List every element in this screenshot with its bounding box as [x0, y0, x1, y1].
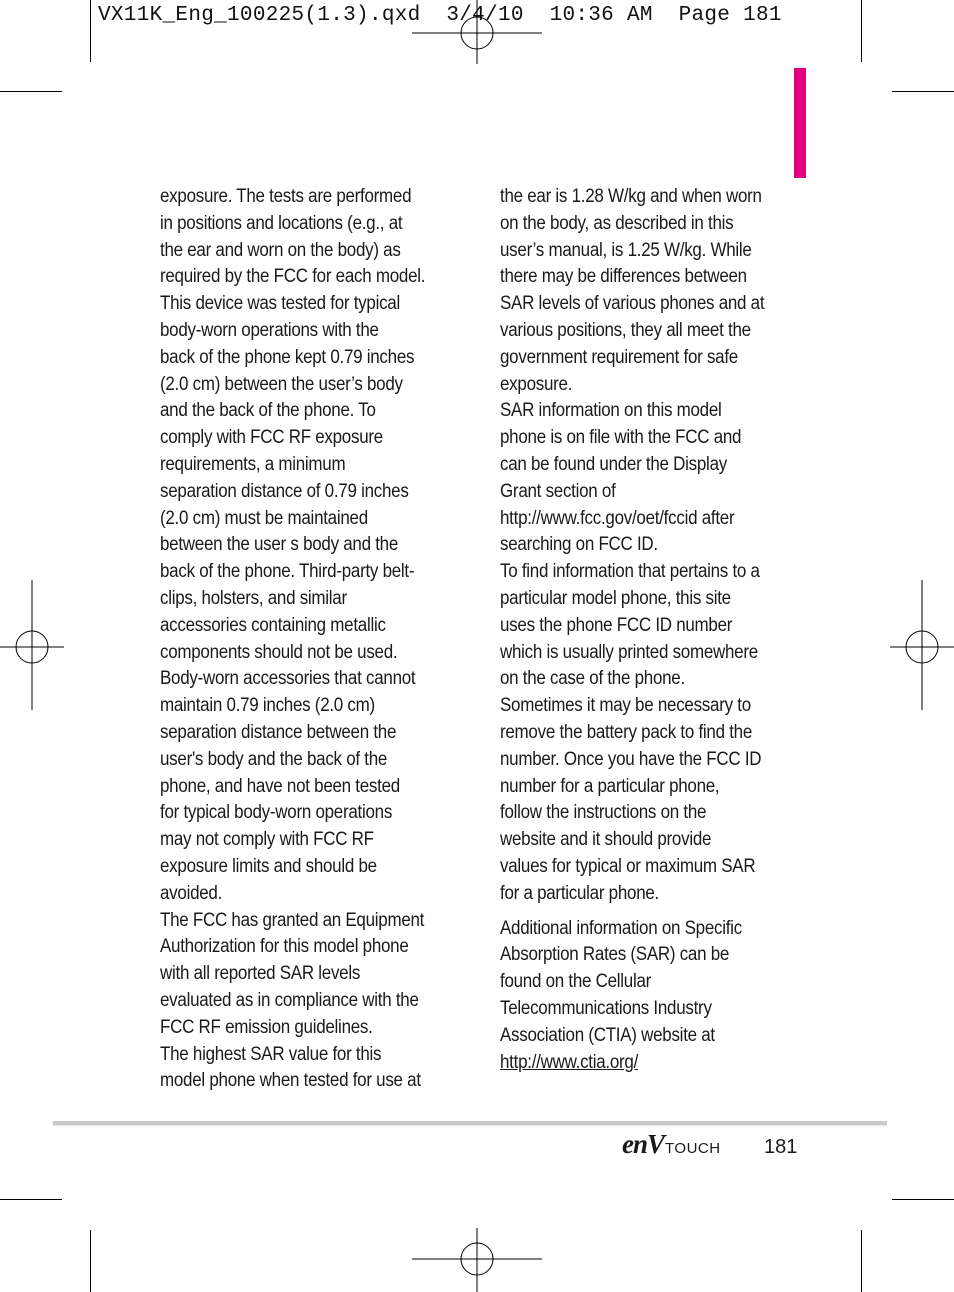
- body-text-line: can be found under the Display: [500, 453, 727, 475]
- body-text-line: and the back of the phone. To: [160, 400, 376, 422]
- body-text-line: between the user s body and the: [160, 534, 399, 556]
- body-text-line: (2.0 cm) between the user’s body: [160, 373, 403, 395]
- body-text-line: accessories containing metallic: [160, 614, 386, 636]
- body-text-line: avoided.: [160, 882, 223, 904]
- body-text-line: back of the phone kept 0.79 inches: [160, 346, 415, 368]
- body-text-line: FCC RF emission guidelines.: [160, 1016, 373, 1038]
- body-text-line: uses the phone FCC ID number: [500, 614, 733, 636]
- body-text-line: user's body and the back of the: [160, 748, 388, 770]
- body-text-line: values for typical or maximum SAR: [500, 855, 756, 877]
- body-text-line: exposure limits and should be: [160, 855, 377, 877]
- body-text-line: The highest SAR value for this: [160, 1043, 382, 1065]
- crop-mark-top-left-h: [0, 91, 62, 92]
- body-text-line: follow the instructions on the: [500, 802, 707, 824]
- body-text-line: Absorption Rates (SAR) can be: [500, 944, 730, 966]
- body-text-line: (2.0 cm) must be maintained: [160, 507, 368, 529]
- body-text-line: remove the battery pack to find the: [500, 721, 753, 743]
- body-text-line: required by the FCC for each model.: [160, 266, 426, 288]
- body-text-line: SAR information on this model: [500, 400, 722, 422]
- body-text-line: exposure.: [500, 373, 573, 395]
- crop-mark-bottom-left-h: [0, 1199, 62, 1200]
- section-tab-marker: [794, 68, 806, 178]
- body-text-line: clips, holsters, and similar: [160, 587, 347, 609]
- body-text-line: on the body, as described in this: [500, 212, 734, 234]
- body-text-line: body-worn operations with the: [160, 319, 379, 341]
- registration-mark-bottom: [412, 1228, 542, 1292]
- body-text-line: Telecommunications Industry: [500, 997, 712, 1019]
- body-text-line: components should not be used.: [160, 641, 398, 663]
- footer-rule-shadow: [53, 1125, 887, 1126]
- body-text-line: may not comply with FCC RF: [160, 829, 374, 851]
- body-text-line: phone is on file with the FCC and: [500, 427, 742, 449]
- body-text-line: the ear is 1.28 W/kg and when worn: [500, 186, 762, 207]
- body-text-line: Grant section of: [500, 480, 616, 502]
- logo-env-text: enV: [622, 1129, 665, 1159]
- body-text-line: separation distance between the: [160, 721, 397, 743]
- body-text-line: http://www.fcc.gov/oet/fccid after: [500, 507, 735, 529]
- registration-mark-top: [412, 0, 542, 64]
- env-touch-logo: [622, 1129, 721, 1161]
- body-text-line: government requirement for safe: [500, 346, 738, 368]
- body-text-line: phone, and have not been tested: [160, 775, 400, 797]
- body-text-line: model phone when tested for use at: [160, 1070, 421, 1092]
- body-text-line: found on the Cellular: [500, 971, 652, 993]
- body-text-line: for typical body-worn operations: [160, 802, 393, 824]
- logo-touch-text: TOUCH: [665, 1140, 721, 1157]
- body-text-line: Sometimes it may be necessary to: [500, 695, 751, 717]
- body-text-line: This device was tested for typical: [160, 293, 400, 315]
- body-text-line: in positions and locations (e.g., at: [160, 212, 403, 234]
- crop-mark-top-right-h: [892, 91, 954, 92]
- body-text-line: various positions, they all meet the: [500, 319, 751, 341]
- right-text-column: [500, 184, 799, 1076]
- registration-mark-right: [890, 580, 954, 710]
- body-text-line: with all reported SAR levels: [160, 963, 361, 985]
- body-text-line: there may be differences between: [500, 266, 747, 288]
- body-text-line: exposure. The tests are performed: [160, 186, 412, 207]
- body-text-line: evaluated as in compliance with the: [160, 989, 419, 1011]
- crop-mark-top-left-v: [90, 0, 91, 62]
- body-text-line: The FCC has granted an Equipment: [160, 909, 425, 931]
- body-text-line: requirements, a minimum: [160, 453, 346, 475]
- crop-mark-top-right-v: [861, 0, 862, 62]
- ctia-website-link[interactable]: http://www.ctia.org/: [500, 1051, 639, 1073]
- body-text-line: user’s manual, is 1.25 W/kg. While: [500, 239, 752, 261]
- body-text-line: Body-worn accessories that cannot: [160, 668, 416, 690]
- body-text-line: for a particular phone.: [500, 882, 659, 904]
- body-text-line: website and it should provide: [500, 829, 712, 851]
- body-text-line: maintain 0.79 inches (2.0 cm): [160, 695, 375, 717]
- crop-mark-bottom-right-v: [861, 1230, 862, 1292]
- print-slug-line: VX11K_Eng_100225(1.3).qxd 3/4/10 10:36 AM Page 181: [98, 4, 782, 27]
- body-text-line: Authorization for this model phone: [160, 936, 409, 958]
- body-text-line: back of the phone. Third-party belt-: [160, 561, 415, 583]
- left-text-column: [160, 184, 459, 1095]
- crop-mark-bottom-right-h: [892, 1199, 954, 1200]
- crop-mark-bottom-left-v: [90, 1230, 91, 1292]
- body-text-line: comply with FCC RF exposure: [160, 427, 383, 449]
- body-text-line: particular model phone, this site: [500, 587, 731, 609]
- body-text-line: Association (CTIA) website at: [500, 1024, 715, 1046]
- body-text-line: searching on FCC ID.: [500, 534, 658, 556]
- body-text-line: Additional information on Specific: [500, 917, 742, 939]
- body-text-line: number. Once you have the FCC ID: [500, 748, 762, 770]
- body-text-line: number for a particular phone,: [500, 775, 720, 797]
- body-text-line: on the case of the phone.: [500, 668, 685, 690]
- registration-mark-left: [0, 580, 64, 710]
- body-text-line: separation distance of 0.79 inches: [160, 480, 409, 502]
- body-text-line: the ear and worn on the body) as: [160, 239, 401, 261]
- body-text-line: which is usually printed somewhere: [500, 641, 758, 663]
- body-text-line: To find information that pertains to a: [500, 561, 760, 583]
- page-number: 181: [764, 1136, 798, 1158]
- body-text-line: SAR levels of various phones and at: [500, 293, 765, 315]
